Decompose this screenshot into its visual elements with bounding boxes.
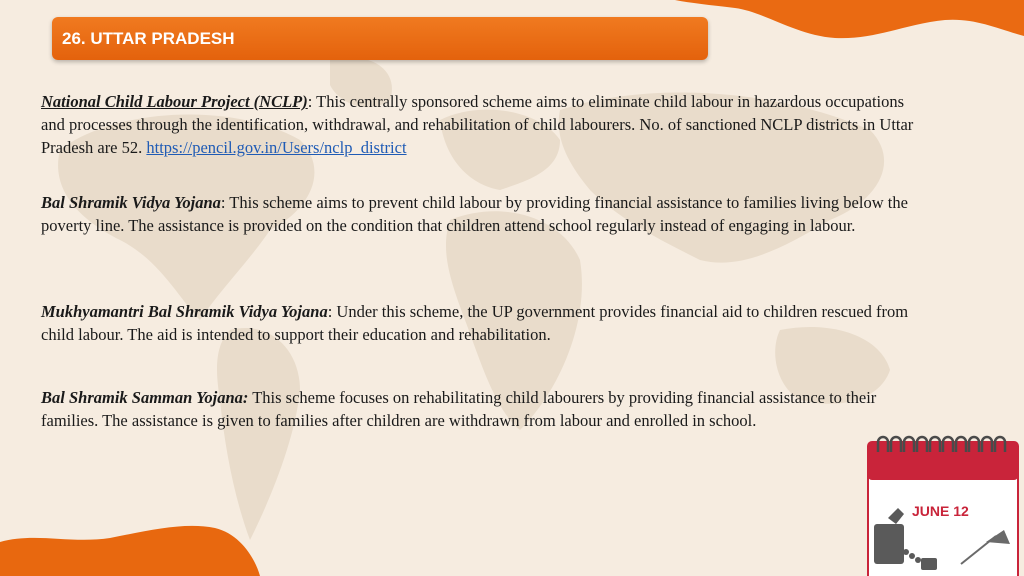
bal-shramik-vidya-yojana-term: Bal Shramik Vidya Yojana bbox=[41, 193, 221, 212]
decorative-swoosh-bottom bbox=[0, 520, 260, 576]
nclp-district-link[interactable]: https://pencil.gov.in/Users/nclp_district bbox=[146, 138, 407, 157]
decorative-swoosh-top bbox=[675, 0, 1024, 42]
bal-shramik-vidya-yojana-paragraph bbox=[41, 191, 921, 237]
samman-yojana-paragraph bbox=[41, 386, 921, 432]
calendar-date-label: JUNE 12 bbox=[912, 503, 969, 519]
mukhyamantri-yojana-description: : Under this scheme, the UP government provides financial aid to children rescued from child labour. The aid is intended to support their education and rehabilitation. bbox=[41, 302, 909, 344]
nclp-paragraph bbox=[41, 90, 921, 159]
bal-shramik-vidya-yojana-description: : This scheme aims to prevent child labour by providing financial assistance to families living below the poverty line. The assistance is provided on the condition that children attend school regularly instead of engaging in labour. bbox=[41, 193, 908, 235]
nclp-description: : This centrally sponsored scheme aims to eliminate child labour in hazardous occupations and processes through the identification, withdrawal, and rehabilitation of child labourers. No. of sanctioned NCLP districts in Uttar Pradesh are 52. bbox=[41, 92, 914, 157]
mukhyamantri-yojana-term: Mukhyamantri Bal Shramik Vidya Yojana bbox=[41, 302, 328, 321]
nclp-term: National Child Labour Project (NCLP) bbox=[41, 92, 308, 111]
mukhyamantri-yojana-paragraph bbox=[41, 300, 921, 346]
page-title: 26. UTTAR PRADESH bbox=[62, 29, 235, 48]
section-title-bar bbox=[52, 17, 708, 60]
samman-yojana-description: This scheme focuses on rehabilitating child labourers by providing financial assistance to their families. The assistance is given to families after children are withdrawn from labour and enrolled in school. bbox=[41, 388, 877, 430]
samman-yojana-term: Bal Shramik Samman Yojana: bbox=[41, 388, 249, 407]
